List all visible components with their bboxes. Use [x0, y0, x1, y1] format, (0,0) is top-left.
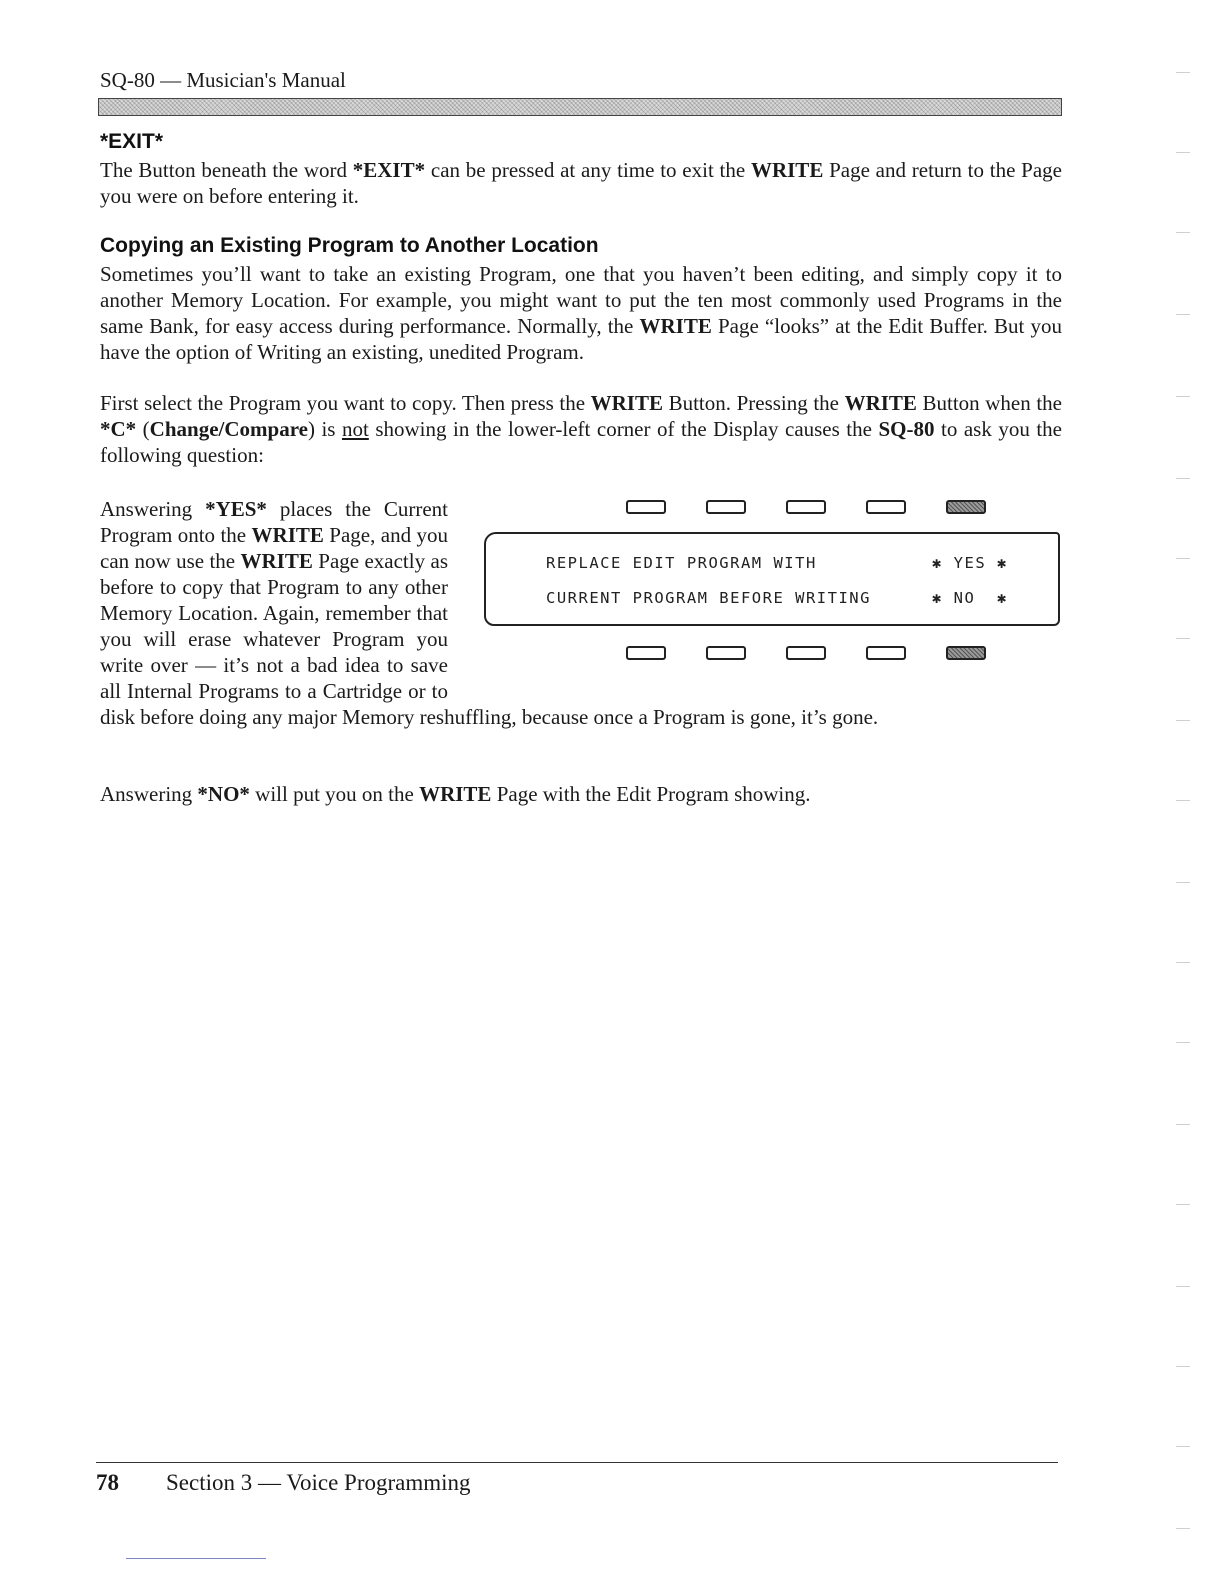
scan-mark	[126, 1558, 266, 1559]
copy-paragraph-2: First select the Program you want to copy. Then press the WRITE Button. Pressing the WRITE Button when the *C* (Change/Compare) is not showing in the lower-left corner of the Display causes the SQ-80 to ask you the following question:	[100, 391, 1062, 467]
soft-button-top-5	[946, 500, 986, 514]
margin-tick	[1176, 396, 1190, 397]
soft-button-bottom-4	[866, 646, 906, 660]
margin-tick	[1176, 1528, 1190, 1529]
margin-tick	[1176, 72, 1190, 73]
footer-section-title: Section 3 — Voice Programming	[166, 1470, 471, 1495]
soft-button-bottom-1	[626, 646, 666, 660]
margin-tick	[1176, 1124, 1190, 1125]
margin-tick	[1176, 558, 1190, 559]
soft-button-top-1	[626, 500, 666, 514]
margin-tick	[1176, 152, 1190, 153]
margin-tick	[1176, 1286, 1190, 1287]
exit-paragraph: The Button beneath the word *EXIT* can be pressed at any time to exit the WRITE Page and return to the Page you were on before entering it.	[100, 158, 1062, 208]
copy-heading: Copying an Existing Program to Another Location	[100, 234, 599, 257]
lcd-line-2: CURRENT PROGRAM BEFORE WRITING	[546, 589, 871, 607]
margin-tick	[1176, 314, 1190, 315]
soft-button-top-3	[786, 500, 826, 514]
margin-tick	[1176, 1204, 1190, 1205]
display-diagram	[484, 494, 1064, 670]
lcd-line-1: REPLACE EDIT PROGRAM WITH	[546, 554, 817, 572]
lcd-option-no: ✱ NO ✱	[932, 589, 1008, 607]
running-head: SQ-80 — Musician's Manual	[100, 68, 346, 92]
soft-button-top-2	[706, 500, 746, 514]
lcd-display	[484, 532, 1060, 626]
margin-tick	[1176, 800, 1190, 801]
margin-tick	[1176, 1446, 1190, 1447]
margin-tick	[1176, 962, 1190, 963]
copy-paragraph-1: Sometimes you’ll want to take an existing Program, one that you haven’t been editing, and simply copy it to another Memory Location. For example, you might want to put the ten most commonly used Programs in the same Bank, for easy access during performance. Normally, the WRITE Page “looks” at the Edit Buffer. But you have the option of Writing an existing, unedited Program.	[100, 262, 1063, 364]
copy-paragraph-4: Answering *NO* will put you on the WRITE Page with the Edit Program showing.	[100, 782, 811, 806]
soft-button-top-4	[866, 500, 906, 514]
soft-button-bottom-2	[706, 646, 746, 660]
copy-paragraph-3: Answering *YES* places the Current Program onto the WRITE Page, and you can now use the WRITE Page exactly as before to copy that Program to any other Memory Location. Again, remember that you will erase whatever Program you write over — it’s not a bad idea to save all Internal Programs to a Cartridge or to disk before doing any major Memory reshuffling, because once a Program is gone, it’s gone.	[100, 497, 879, 729]
soft-button-bottom-5	[946, 646, 986, 660]
margin-tick	[1176, 1042, 1190, 1043]
footer-rule	[96, 1462, 1058, 1463]
header-bar	[98, 98, 1062, 116]
page-number: 78	[96, 1470, 119, 1495]
soft-button-bottom-3	[786, 646, 826, 660]
margin-tick	[1176, 720, 1190, 721]
lcd-option-yes: ✱ YES ✱	[932, 554, 1008, 572]
exit-heading: *EXIT*	[100, 130, 164, 153]
margin-tick	[1176, 478, 1190, 479]
margin-tick	[1176, 638, 1190, 639]
margin-tick	[1176, 882, 1190, 883]
margin-tick	[1176, 1366, 1190, 1367]
margin-tick	[1176, 232, 1190, 233]
